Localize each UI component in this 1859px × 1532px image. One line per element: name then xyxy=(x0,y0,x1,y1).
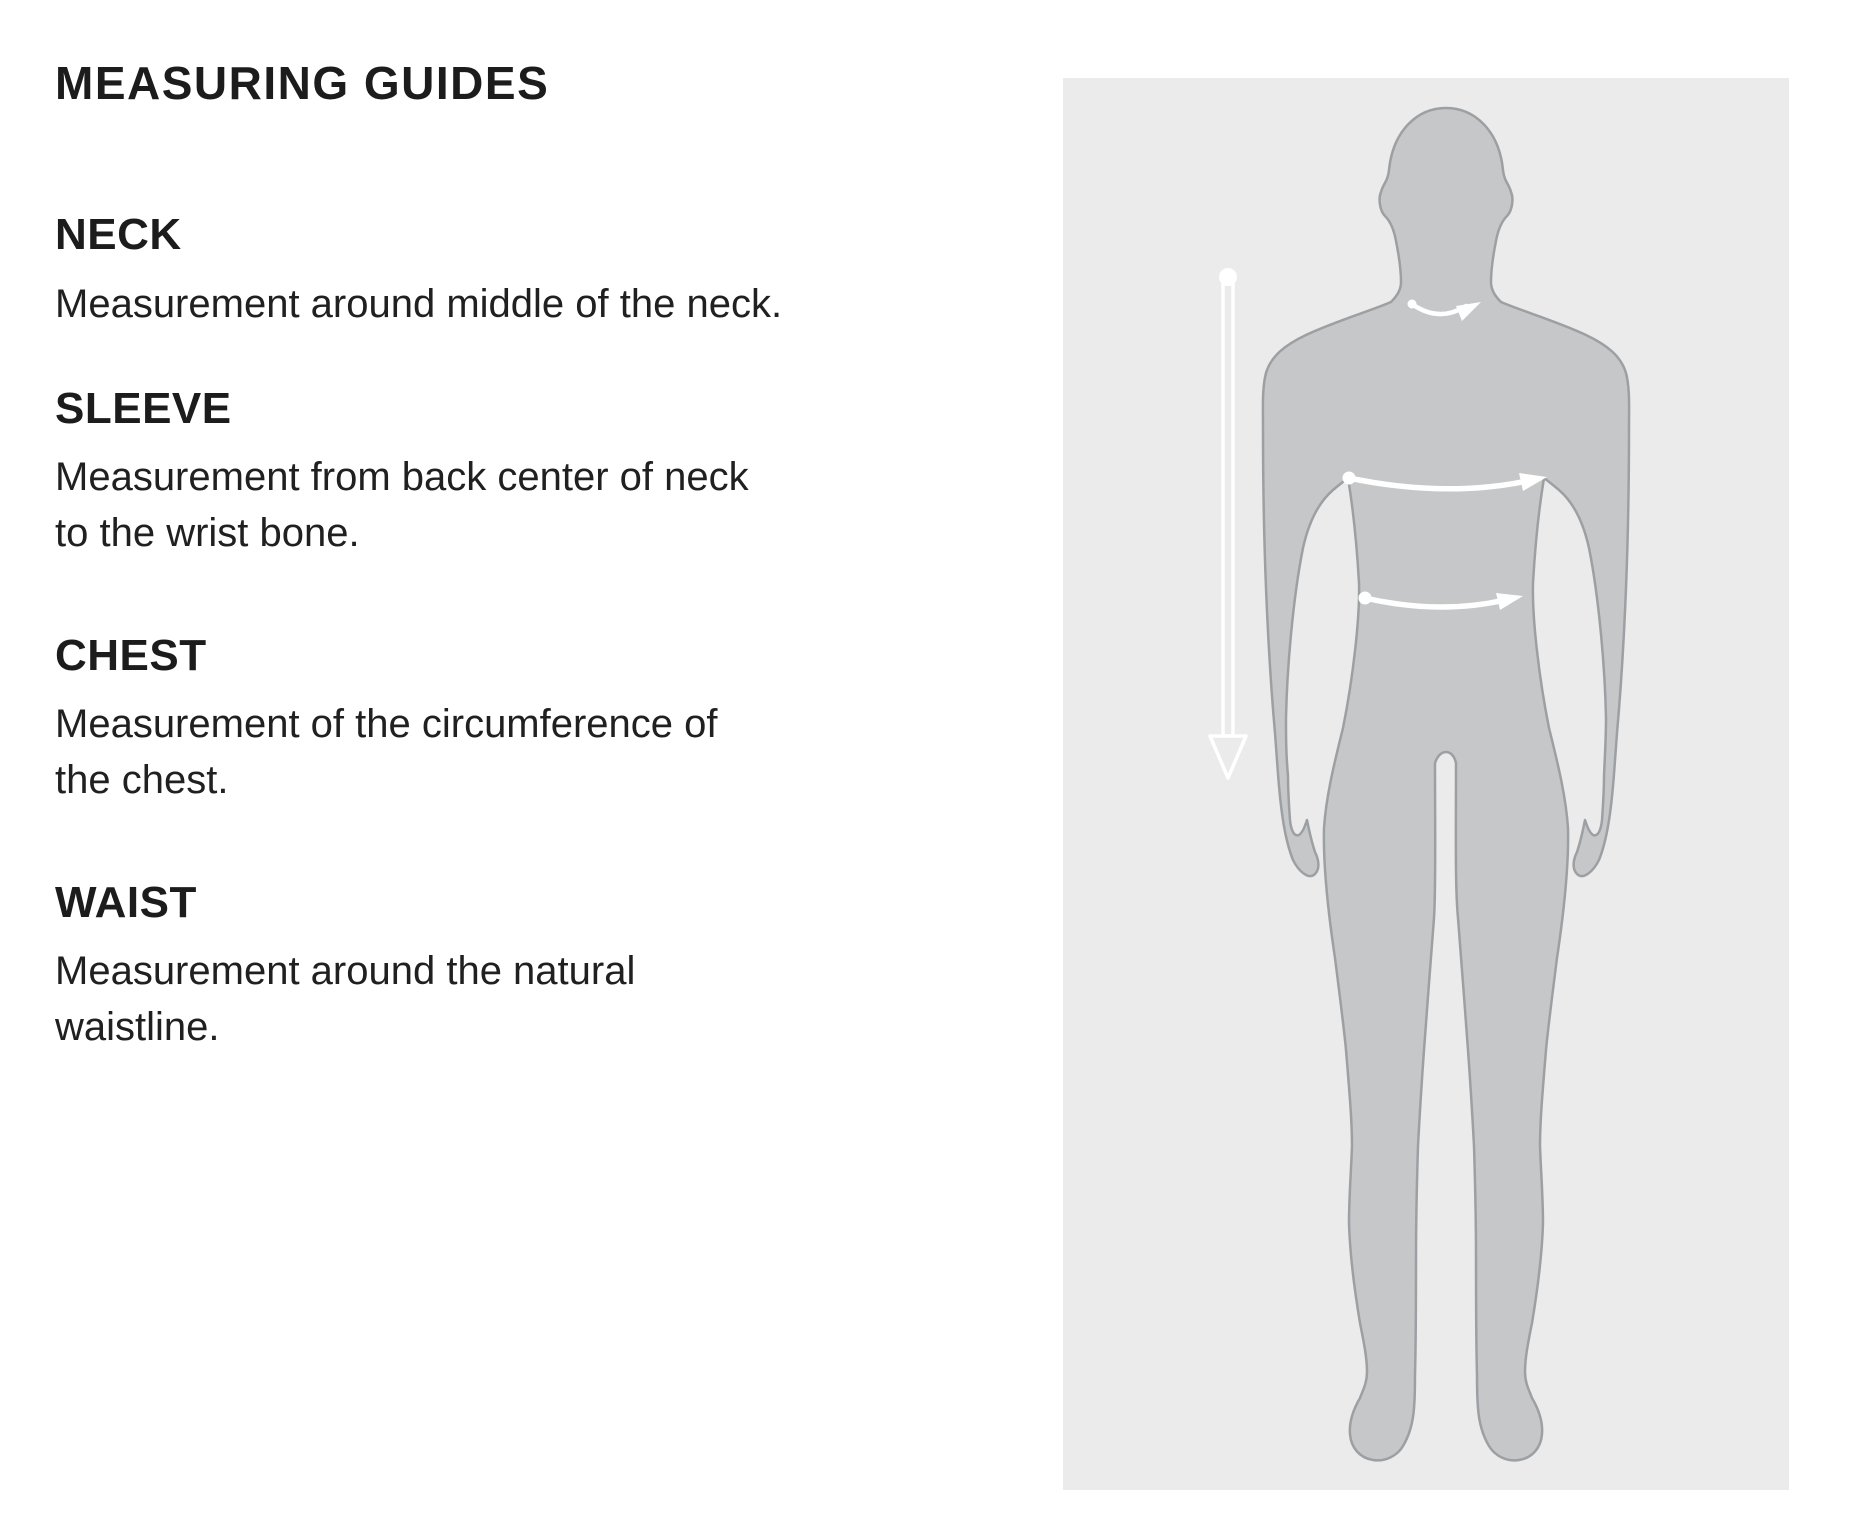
section-heading-neck: NECK xyxy=(55,210,182,259)
body-line: to the wrist bone. xyxy=(55,511,360,555)
neck-arrow-start-dot xyxy=(1408,300,1417,309)
body-line: Measurement around the natural xyxy=(55,949,636,993)
chest-arrow-start-dot xyxy=(1343,472,1356,485)
section-body-waist xyxy=(55,943,635,1055)
waist-arrow-start-dot xyxy=(1359,592,1372,605)
section-heading-chest: CHEST xyxy=(55,631,207,680)
section-body-chest xyxy=(55,696,718,808)
body-line: Measurement from back center of neck xyxy=(55,455,749,499)
page-title: MEASURING GUIDES xyxy=(55,57,550,109)
sleeve-arrow-shaft xyxy=(1223,284,1233,736)
section-heading-sleeve: SLEEVE xyxy=(55,384,232,433)
section-heading-waist: WAIST xyxy=(55,878,197,927)
section-body-sleeve xyxy=(55,449,749,561)
measuring-figure-panel xyxy=(1063,78,1789,1490)
sleeve-arrow-start-dot xyxy=(1219,268,1237,286)
body-line: waistline. xyxy=(55,1005,220,1049)
body-line: the chest. xyxy=(55,758,229,802)
section-body-neck xyxy=(55,276,782,332)
body-line: Measurement of the circumference of xyxy=(55,702,718,746)
body-line: Measurement around middle of the neck. xyxy=(55,282,783,326)
body-measurement-diagram xyxy=(1063,78,1789,1490)
